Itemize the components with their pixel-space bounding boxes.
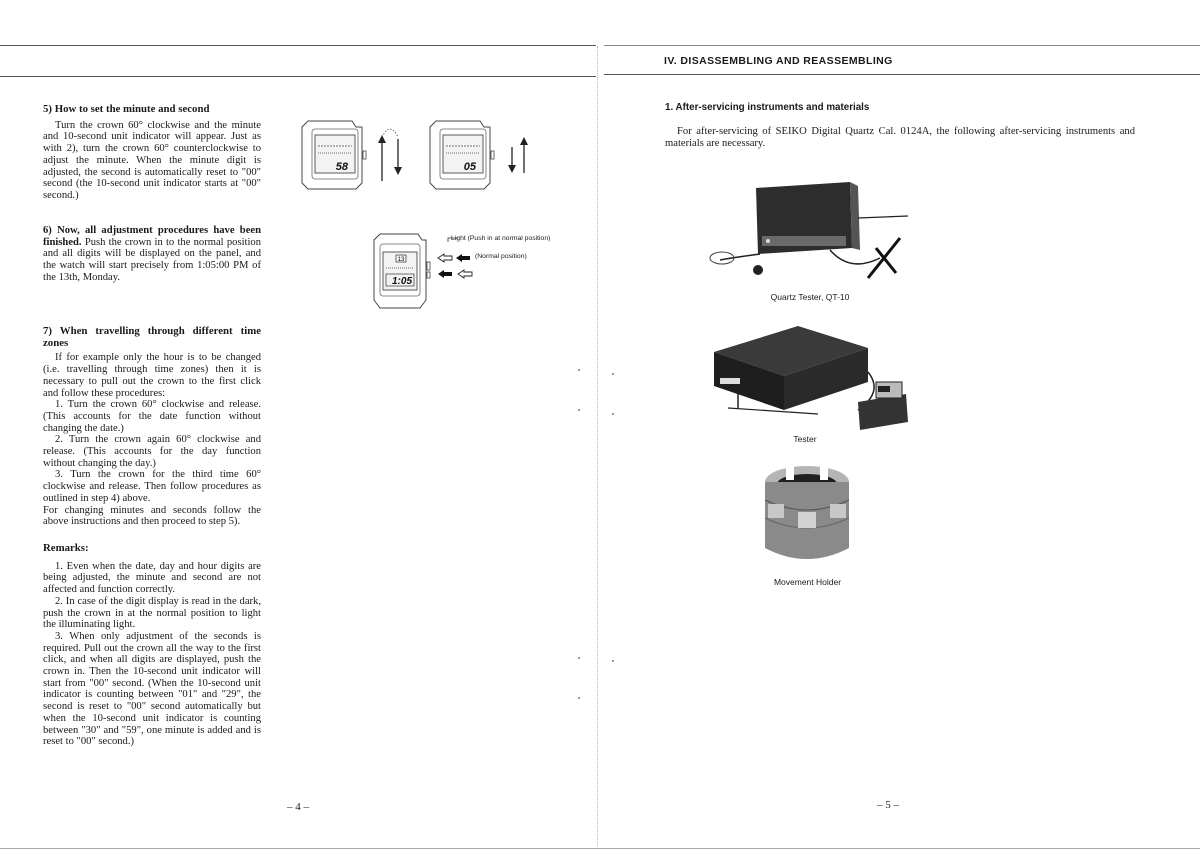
caption-quartz-tester: Quartz Tester, QT-10 <box>770 292 850 302</box>
callout-light: Light (Push in at normal position) <box>451 235 551 242</box>
watch-a-illustration <box>302 121 366 189</box>
step-5-heading: 5) How to set the minute and second <box>43 103 210 115</box>
step-7-paragraph: If for example only the hour is to be changed (i.e. travelling through time zones) then it is necessary to pull out the crown to the first click and follow these procedures: <box>43 352 261 399</box>
step-7-block <box>43 326 261 528</box>
watch-c-display: 1:05 <box>391 276 412 287</box>
remarks-heading: Remarks: <box>43 542 89 554</box>
remarks-list <box>43 561 261 748</box>
arrow-left-outline-icon <box>458 270 472 278</box>
caption-movement-holder: Movement Holder <box>773 577 842 587</box>
step-7-heading: 7) When travelling through different time zones <box>43 325 261 349</box>
page-gutter <box>597 46 598 846</box>
movement-holder-image <box>762 460 852 570</box>
chapter-title: IV. DISASSEMBLING AND REASSEMBLING <box>664 55 893 67</box>
right-page-number: – 5 – <box>877 799 899 811</box>
step-5-block <box>43 104 261 202</box>
caption-tester: Tester <box>793 434 817 444</box>
step-7-paragraph: 1. Turn the crown 60° clockwise and release. (This accounts for the date function without changing the date.) <box>43 399 261 434</box>
step-6-paragraph <box>43 225 261 284</box>
remark-item: 3. When only adjustment of the seconds is required. Pull out the crown all the way to the first click, and when all digits are displayed, push the crown in. Then the 10-second unit indicator will start from "00" second. (When the 10-second unit indicator is counting between "01" and "29", the second is reset to "00" second automatically but when the 10-second unit indicator is counting between "30" and "59", one minute is added and is reset to "00" second.) <box>43 630 261 748</box>
section-heading: 1. After-servicing instruments and materials <box>665 102 870 113</box>
step-6-text: Push the crown in to the normal position and all digits will be displayed on the panel, and the watch will start precisely from 1:05:00 PM of the 13th, Monday. <box>43 236 261 283</box>
step-7-paragraph: 2. Turn the crown again 60° clockwise and release. (This accounts for the day function without changing the day.) <box>43 434 261 469</box>
section-intro: For after-servicing of SEIKO Digital Quartz Cal. 0124A, the following after-servicing instruments and materials are necessary. <box>665 126 1135 149</box>
dotted-arc-icon <box>382 129 398 137</box>
watch-b-display: 05 <box>463 161 476 173</box>
step-5-text: Turn the crown 60° clockwise and the minute and 10-second unit indicator will appear. Just as with 2), turn the crown 60° counterclockwise to adjust the minute. When the minute digit is adjusted, the second is automatically reset to "00" second (the 10-second unit indicator starts at "00" second.) <box>43 119 261 201</box>
step-6-block <box>43 225 261 284</box>
step-7-paragraph: For changing minutes and seconds follow the above instructions and then proceed to step 5). <box>43 504 261 528</box>
remark-item: 1. Even when the date, day and hour digits are being adjusted, the minute and second are not affected and function correctly. <box>43 560 261 596</box>
step-7-paragraphs <box>43 352 261 528</box>
right-page <box>600 0 1200 851</box>
watch-a-display: 58 <box>335 161 348 173</box>
quartz-tester-image <box>700 178 915 286</box>
step-6-heading: 6) Now, all adjustment procedures have been finished. <box>43 225 261 248</box>
watch-setting-figure <box>290 113 550 198</box>
crown-position-arrows <box>436 236 486 284</box>
step-7-paragraph: 3. Turn the crown for the third time 60° clockwise and release. Then follow procedures as outlined in step 4) above. <box>43 469 261 504</box>
arrow-left-outline-icon <box>438 254 452 262</box>
remark-item: 2. In case of the digit display is read in the dark, push the crown in at the normal position to light the illuminating light. <box>43 595 261 631</box>
watch-c-small-display: 13 <box>397 257 405 263</box>
callout-normal-position: (Normal position) <box>475 253 527 260</box>
remarks-block <box>43 543 261 748</box>
tester-image <box>708 322 918 437</box>
arrow-left-solid-icon <box>456 254 470 262</box>
left-page <box>0 0 596 851</box>
left-page-number: – 4 – <box>287 801 309 813</box>
watch-b-illustration <box>430 121 494 189</box>
arrow-left-solid-icon <box>438 270 452 278</box>
